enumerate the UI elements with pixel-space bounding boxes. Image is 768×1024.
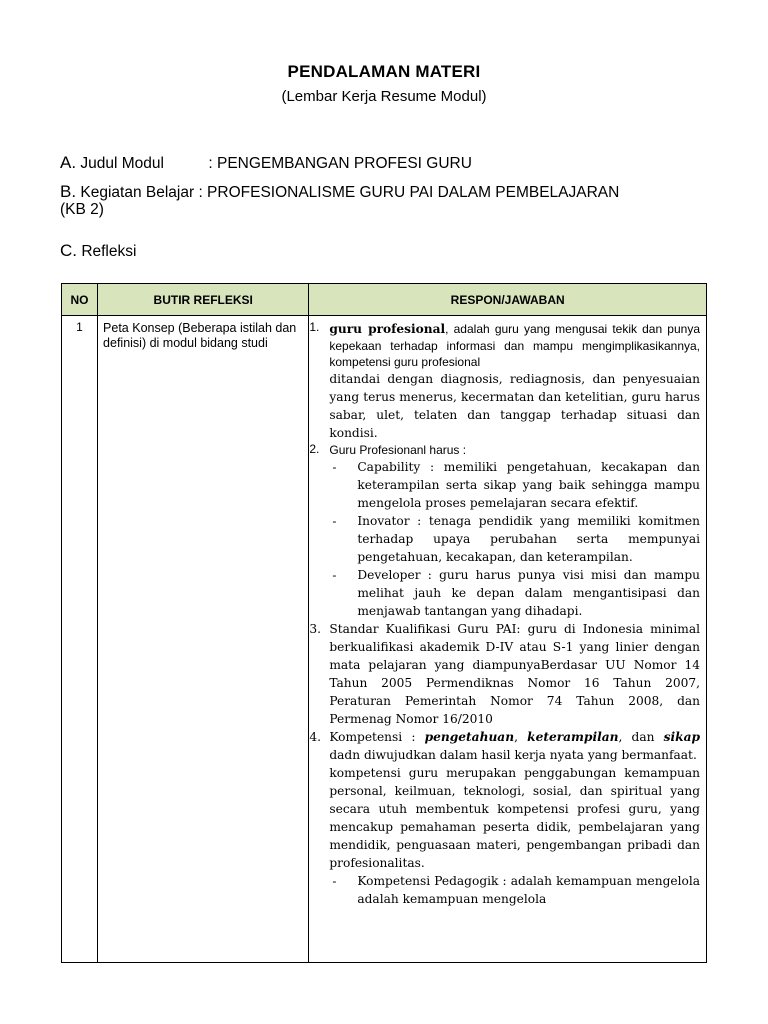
document-title: PENDALAMAN MATERI — [287, 62, 481, 81]
item-3-text: Standar Kualifikasi Guru PAI: guru di Indonesia minimal berkualifikasi akademik D-IV atau S-1 yang linier dengan mata pelajaran yang diampunyaBerdasar UU Nomor 14 Tahun 2005 Permendiknas Nomor 16 Tahun 2007, Peraturan Pemerintah Nomor 74 Tahun 2008, dan Permenag Nomor 16/2010 — [329, 622, 700, 726]
row-butir: Peta Konsep (Beberapa istilah dan definisi) di modul bidang studi — [98, 316, 309, 963]
section-c-letter: C. — [60, 241, 77, 260]
section-c — [60, 242, 136, 260]
item-1-sans-text: , adalah guru yang mengusai tekik dan punya kepekaan terhadap informasi dan mampu mengimplikasikannya, kompetensi guru profesional — [329, 322, 700, 369]
sub-text: Inovator : tenaga pendidik yang memiliki komitmen terhadap upaya perubahan serta mempunyai pengetahuan, kecakapan, dan keterampilan. — [357, 514, 700, 564]
section-c-label: Refleksi — [81, 243, 137, 260]
sub-text: Kompetensi Pedagogik : adalah kemampuan mengelola adalah kemampuan mengelola — [357, 874, 700, 906]
item-2-sub-developer — [329, 566, 700, 620]
respon-item-4 — [309, 728, 700, 908]
row-respon — [309, 316, 707, 963]
item-4-pengetahuan: pengetahuan — [424, 730, 515, 744]
sub-text: Developer : guru harus punya visi misi dan mampu melihat jauh ke depan dalam mengantisipasi dan menjawab tantangan yang dihadapi. — [357, 568, 700, 618]
item-1-term: guru profesional — [329, 322, 446, 336]
reflection-table — [61, 283, 707, 963]
row-no: 1 — [62, 316, 98, 963]
section-b-label: Kegiatan Belajar — [80, 184, 195, 201]
table-header-row — [62, 284, 707, 316]
section-a-label: Judul Modul — [80, 155, 164, 172]
item-4-sep: , dan — [618, 730, 664, 744]
respon-item-2 — [309, 442, 700, 620]
section-b-letter: B. — [60, 182, 77, 201]
section-b — [60, 183, 620, 218]
section-a-letter: A. — [60, 153, 77, 172]
header-respon: RESPON/JAWABAN — [309, 284, 707, 316]
item-3-number: 3. — [309, 622, 321, 636]
item-4-paragraph: kompetensi guru merupakan penggabungan kemampuan personal, keilmuan, teknologi, sosial, dan spiritual yang secara utuh membentuk kompetensi profesi guru, yang mencakup pemahaman peserta didik, pembelajaran yang mendidik, penguasaan materi, pengembangan pribadi dan profesionalitas. — [329, 766, 700, 870]
respon-item-1 — [309, 320, 700, 442]
header-butir: BUTIR REFLEKSI — [98, 284, 309, 316]
item-4-sub-pedagogik — [309, 872, 700, 908]
item-4-tail: dadn diwujudkan dalam hasil kerja nyata yang bermanfaat. — [329, 748, 697, 762]
dash-marker: - — [332, 460, 337, 474]
dash-marker: - — [332, 514, 337, 528]
item-2-number: 2. — [309, 442, 320, 456]
document-subtitle: (Lembar Kerja Resume Modul) — [281, 88, 487, 105]
sub-text: Capability : memiliki pengetahuan, kecakapan dan keterampilan serta sikap yang baik sehingga mampu mengelola proses pemelajaran secara efektif. — [357, 460, 700, 510]
item-2-text: Guru Profesionanl harus : — [329, 443, 467, 457]
respon-item-3 — [309, 620, 700, 728]
dash-marker: - — [332, 568, 337, 582]
item-4-keterampilan: keterampilan — [527, 730, 619, 744]
section-a — [60, 154, 472, 172]
section-b-value: : PROFESIONALISME GURU PAI DALAM PEMBELAJARAN (KB 2) — [60, 184, 620, 218]
item-4-sikap: sikap — [663, 730, 700, 744]
dash-marker: - — [332, 874, 337, 888]
item-4-number: 4. — [309, 730, 321, 744]
item-4-sep: , — [514, 730, 528, 744]
item-1-number: 1. — [309, 320, 320, 334]
item-2-sub-inovator — [329, 512, 700, 566]
item-1-serif-text: ditandai dengan diagnosis, rediagnosis, dan penyesuaian yang terus menerus, kecermatan dan ketelitian, guru harus sabar, ulet, telaten dan tanggap terhadap situasi dan kondisi. — [329, 372, 700, 440]
section-a-value: : PENGEMBANGAN PROFESI GURU — [208, 155, 472, 172]
table-row — [62, 316, 707, 963]
item-4-lead: Kompetensi : — [329, 730, 425, 744]
item-2-sub-capability — [329, 458, 700, 512]
header-no: NO — [62, 284, 98, 316]
